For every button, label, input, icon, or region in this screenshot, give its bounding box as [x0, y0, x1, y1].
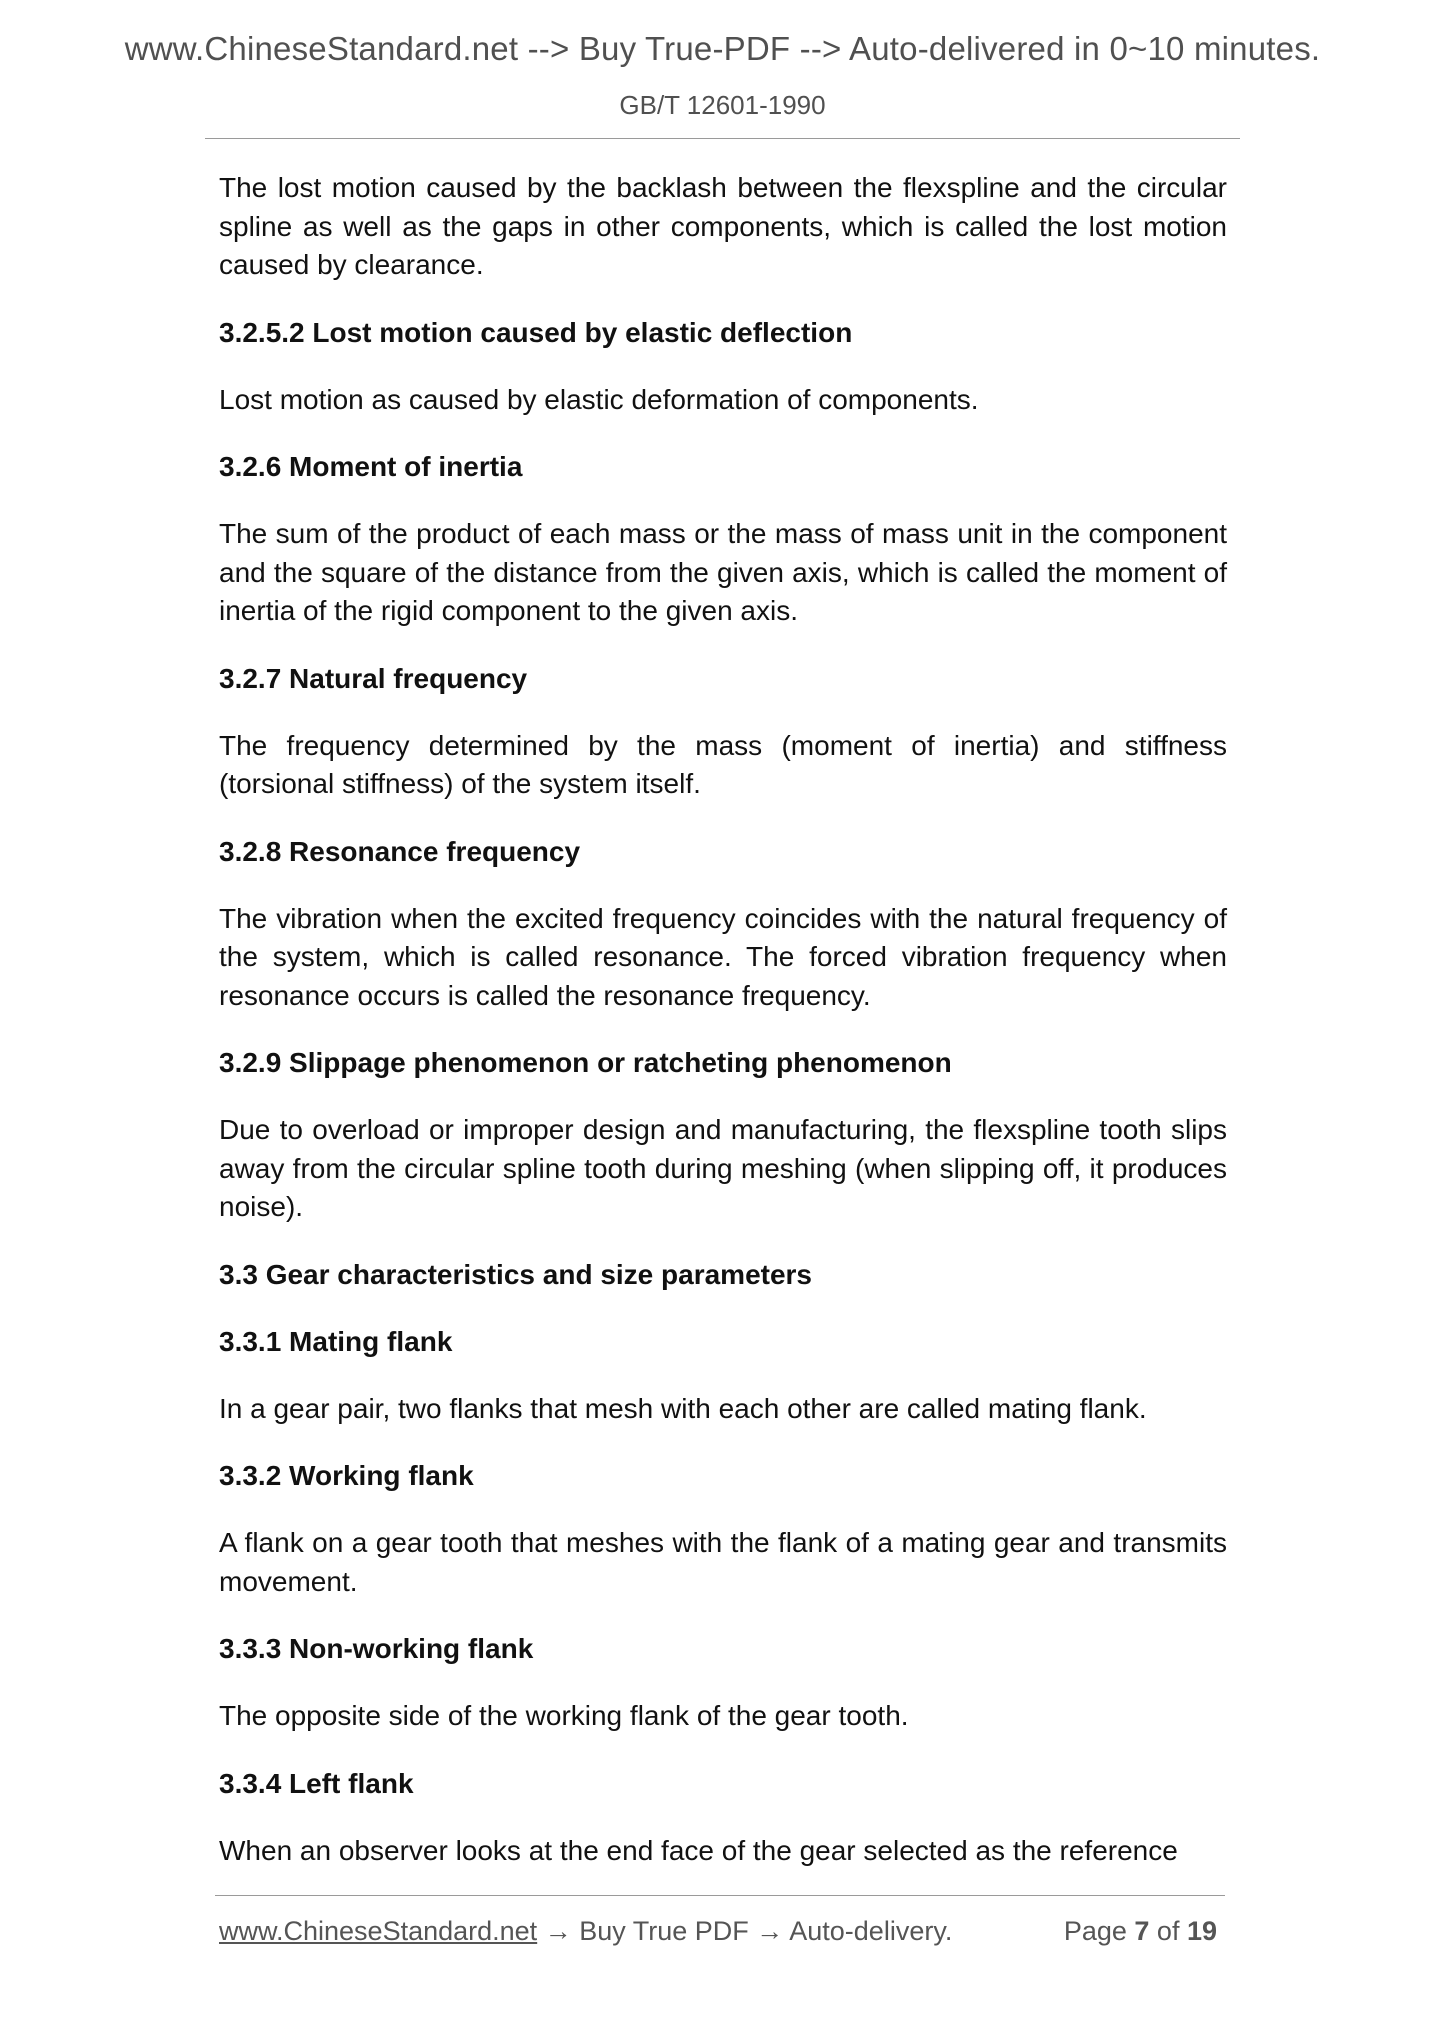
paragraph-lost-motion-clearance: The lost motion caused by the backlash between the flexspline and the circular spline as well as the gaps in other components, which is called the lost motion caused by clearance.: [219, 172, 1227, 280]
paragraph-3-3-2: A flank on a gear tooth that meshes with the flank of a mating gear and transmits movement.: [219, 1527, 1227, 1597]
page-indicator: [1064, 1916, 1217, 1947]
paragraph-3-3-3: The opposite side of the working flank of the gear tooth.: [219, 1700, 909, 1731]
paragraph-3-2-8: The vibration when the excited frequency coincides with the natural frequency of the system, which is called resonance. The forced vibration frequency when resonance occurs is called the resonance frequency.: [219, 902, 1227, 1011]
heading-3-2-8: 3.2.8 Resonance frequency: [219, 835, 581, 867]
heading-3-3-4: 3.3.4 Left flank: [219, 1767, 414, 1799]
page-label: Page: [1063, 1916, 1135, 1946]
heading-3-2-9: 3.2.9 Slippage phenomenon or ratcheting phenomenon: [219, 1047, 952, 1078]
heading-3-3-1: 3.3.1 Mating flank: [219, 1325, 453, 1357]
document-body: [219, 169, 1227, 1899]
paragraph-3-3-4: When an observer looks at the end face of the gear selected as the reference: [219, 1834, 1178, 1866]
heading-3-2-7: 3.2.7 Natural frequency: [219, 662, 528, 694]
heading-3-3-3: 3.3.3 Non-working flank: [219, 1633, 534, 1664]
paragraph-3-2-7: The frequency determined by the mass (moment of inertia) and stiffness (torsional stiffness) of the system itself.: [219, 729, 1227, 799]
page-of-label: of: [1149, 1916, 1187, 1946]
footer-site-link[interactable]: www.ChineseStandard.net: [219, 1916, 538, 1946]
page-current: 7: [1134, 1916, 1150, 1946]
header-divider: [205, 138, 1240, 139]
heading-3-3: 3.3 Gear characteristics and size parameters: [219, 1258, 813, 1290]
paragraph-3-2-5-2: Lost motion as caused by elastic deformation of components.: [219, 383, 979, 415]
footer-divider: [215, 1895, 1225, 1896]
standard-code: GB/T 12601-1990: [619, 90, 826, 120]
page-total: 19: [1186, 1916, 1217, 1946]
heading-3-2-5-2: 3.2.5.2 Lost motion caused by elastic deflection: [219, 316, 853, 348]
top-banner: www.ChineseStandard.net --> Buy True-PDF --> Auto-delivered in 0~10 minutes.: [124, 30, 1321, 67]
paragraph-3-2-6: The sum of the product of each mass or the mass of mass unit in the component and the square of the distance from the given axis, which is called the moment of inertia of the rigid component to the given axis.: [219, 518, 1227, 626]
footer-delivery-text: → Buy True PDF → Auto-delivery.: [537, 1916, 953, 1946]
heading-3-2-6: 3.2.6 Moment of inertia: [219, 451, 523, 482]
paragraph-3-2-9: Due to overload or improper design and manufacturing, the flexspline tooth slips away from the circular spline tooth during meshing (when slipping off, it produces noise).: [219, 1114, 1227, 1222]
paragraph-3-3-1: In a gear pair, two flanks that mesh with each other are called mating flank.: [219, 1392, 1147, 1424]
footer-left: [219, 1916, 952, 1947]
heading-3-3-2: 3.3.2 Working flank: [219, 1460, 474, 1491]
